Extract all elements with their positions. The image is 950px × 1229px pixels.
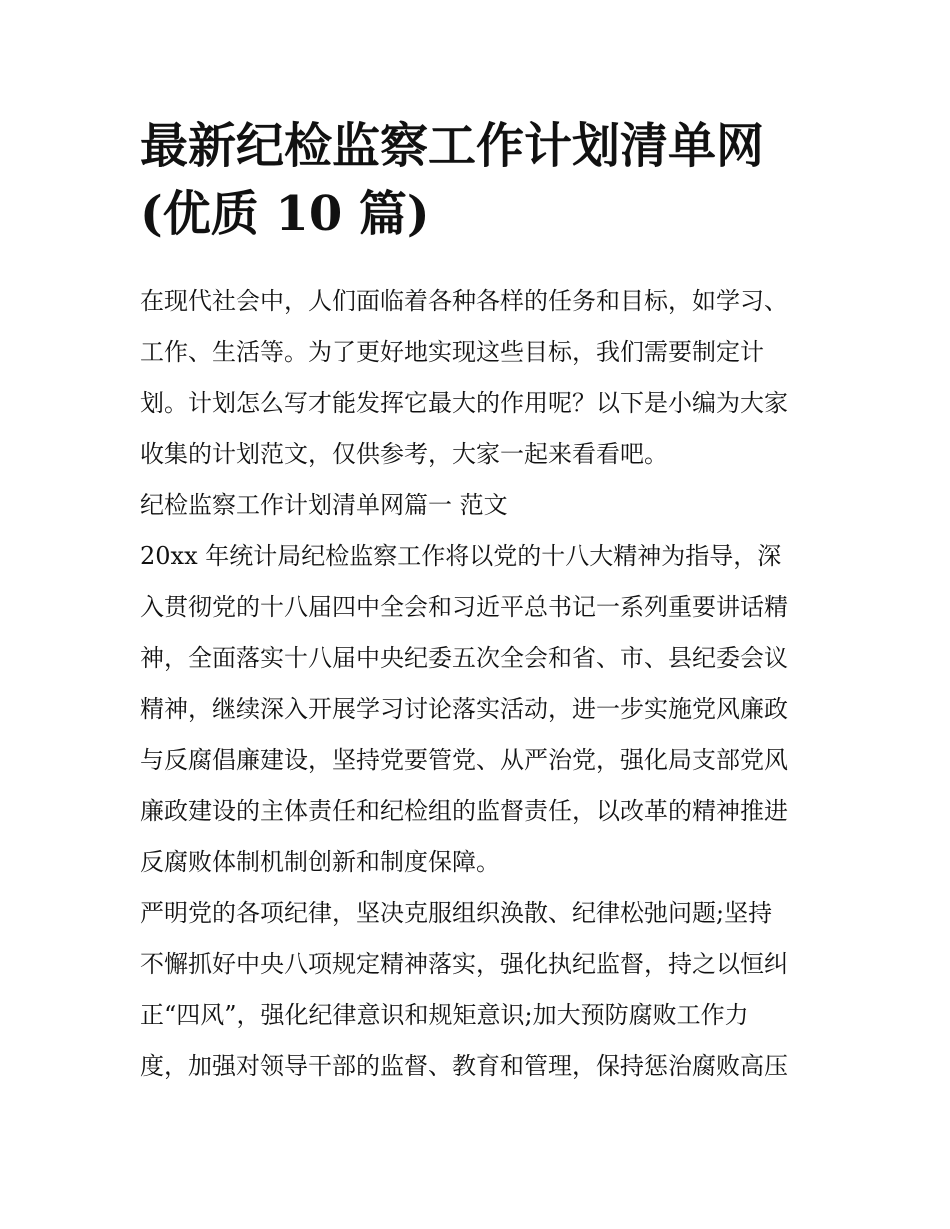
text-line: 与反腐倡廉建设，坚持党要管党、从严治党，强化局支部党风: [140, 746, 788, 774]
text-line: 廉政建设的主体责任和纪检组的监督责任，以改革的精神推进: [140, 797, 788, 825]
text-line: 20xx 年统计局纪检监察工作将以党的十八大精神为指导，深: [140, 542, 782, 570]
section-heading: [140, 480, 812, 531]
title-line: (优质 10 篇): [140, 186, 430, 242]
paragraph-2: [140, 888, 812, 1092]
paragraph-1: [140, 531, 812, 888]
intro-paragraph: [140, 276, 812, 480]
text-line: 正“四风”，强化纪律意识和规矩意识;加大预防腐败工作力: [140, 1001, 749, 1029]
text-line: 在现代社会中，人们面临着各种各样的任务和目标，如学习、: [140, 287, 788, 315]
section-heading-text: 纪检监察工作计划清单网篇一 范文: [140, 491, 508, 519]
text-line: 收集的计划范文，仅供参考，大家一起来看看吧。: [140, 440, 668, 468]
text-line: 神，全面落实十八届中央纪委五次全会和省、市、县纪委会议: [140, 644, 788, 672]
text-line: 严明党的各项纪律，坚决克服组织涣散、纪律松弛问题;坚持: [140, 899, 773, 927]
text-line: 入贯彻党的十八届四中全会和习近平总书记一系列重要讲话精: [140, 593, 788, 621]
document-title: [140, 112, 830, 248]
text-line: 反腐败体制机制创新和制度保障。: [140, 848, 500, 876]
text-line: 精神，继续深入开展学习讨论落实活动，进一步实施党风廉政: [140, 695, 788, 723]
text-line: 不懈抓好中央八项规定精神落实，强化执纪监督，持之以恒纠: [140, 950, 788, 978]
title-line: 最新纪检监察工作计划清单网: [140, 118, 765, 174]
document-body: [140, 276, 812, 1092]
text-line: 划。计划怎么写才能发挥它最大的作用呢？以下是小编为大家: [140, 389, 788, 417]
text-line: 度，加强对领导干部的监督、教育和管理，保持惩治腐败高压: [140, 1052, 788, 1080]
text-line: 工作、生活等。为了更好地实现这些目标，我们需要制定计: [140, 338, 764, 366]
